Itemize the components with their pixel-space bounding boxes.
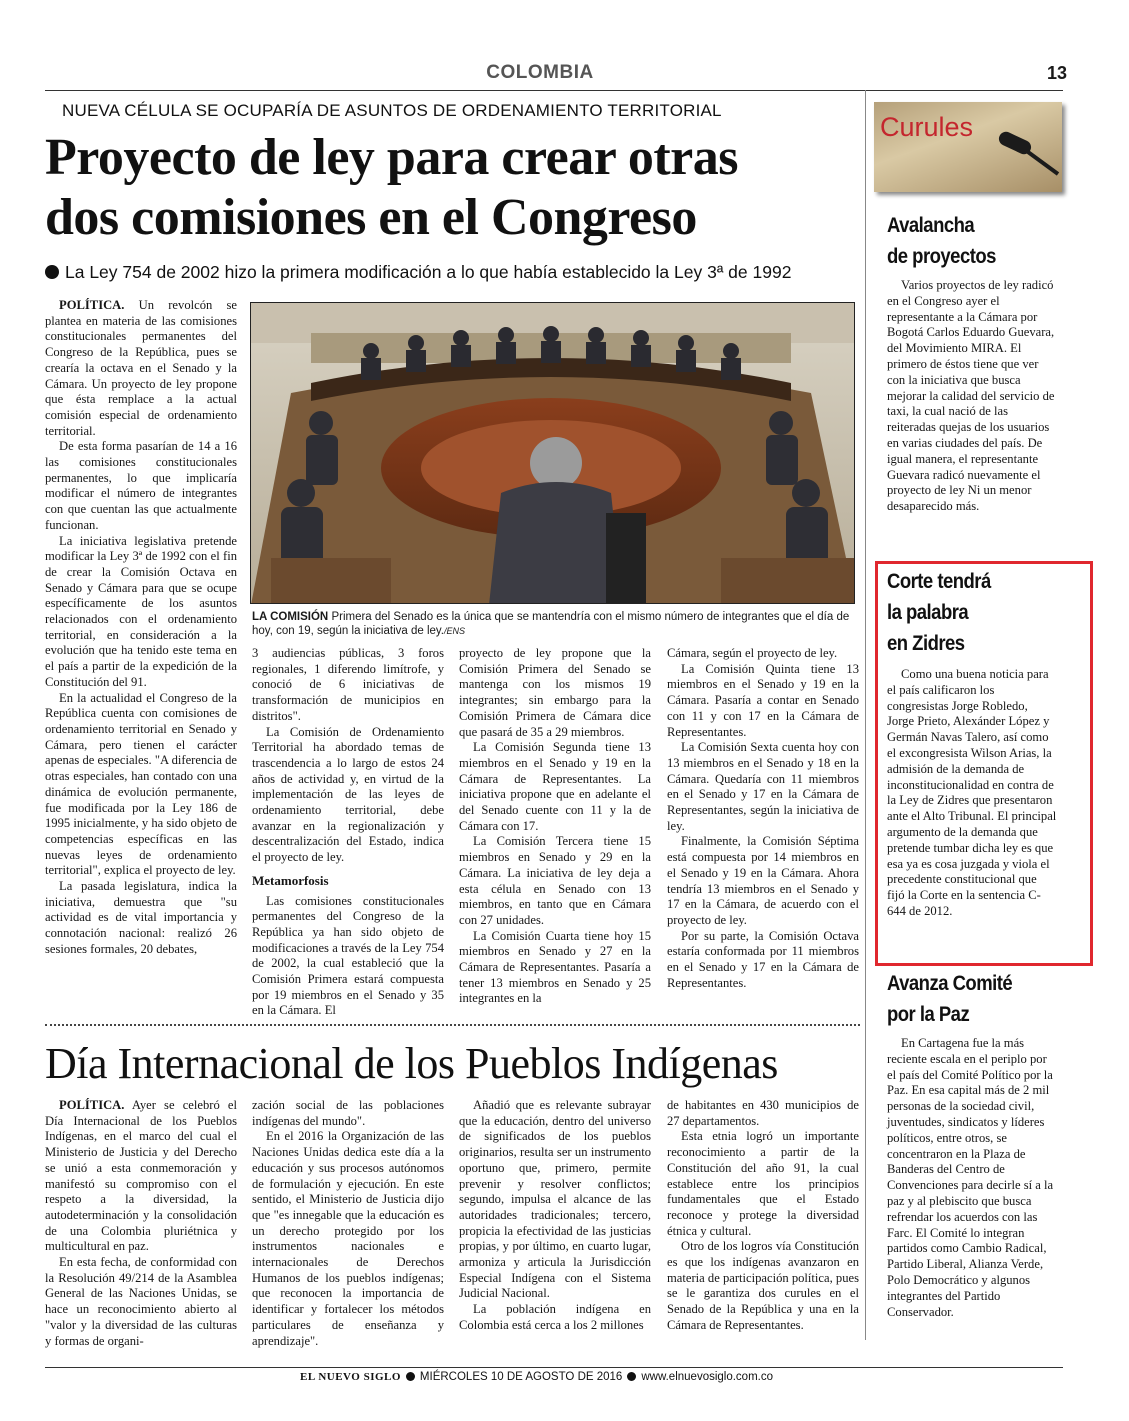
paragraph [45, 691, 237, 879]
footer-url: www.elnuevosiglo.com.co [641, 1371, 773, 1383]
paragraph-text: En el 2016 la Organización de las Naciones Unidas dedica este día a la educación y sus procesos autónomos de formulación y ejecución. En este sentido, el Ministerio de Justicia dijo que "es innegable que la educación es un derecho protegido por los instrumentos nacionales e internacionales de Derechos Humanos de los pueblos indígenas; que reconocen la importancia de identificar y fortalecer los métodos particulares de enseñanza y aprendizaje". [252, 1129, 444, 1348]
paragraph [45, 439, 237, 533]
paragraph [252, 646, 444, 725]
paragraph-text: zación social de las poblaciones indígenas del mundo". [252, 1098, 444, 1128]
bullet-icon [45, 265, 59, 279]
title-line: Corte tendrá [887, 569, 991, 593]
section-divider [45, 1024, 860, 1026]
paragraph [252, 894, 444, 1020]
paragraph-text: Añadió que es relevante subrayar que la educación, dentro del universo de significados de los pueblos originarios, resulta ser un instrumento oportuno que, primero, permite prevenir y resolver conflictos; segundo, impulsa el alcance de las autoridades tradicionales; tercero, propicia la efectividad de las justicias propias, y por último, en cuarto lugar, armoniza y articula la Jurisdicción Especial Indígena con el Sistema Judicial Nacional. [459, 1098, 651, 1301]
paragraph [252, 1129, 444, 1349]
article-subhead [45, 262, 865, 283]
paragraph-text: La iniciativa legislativa pretende modificar la Ley 3ª de 1992 con el fin de crear la Comisión Octava en Senado y Cámara para que se ocupe específicamente de los asuntos relacionados con el ordenamiento territorial, en consideración a la evolución que ha tenido este tema en el país a partir de la expedición de la Constitución del 91. [45, 533, 237, 689]
sidebar-item-avalancha [887, 210, 1059, 515]
paragraph-text: En esta fecha, de conformidad con la Resolución 49/214 de la Asamblea General de las Naciones Unidas, se hace un reconocimiento abierto al "valor y la diversidad de las culturas y formas de organi- [45, 1255, 237, 1348]
title-line: la palabra [887, 600, 969, 624]
article-column-2 [252, 646, 444, 1019]
photo-caption [252, 610, 852, 638]
paragraph-text: Ayer se celebró el Día Internacional de los Pueblos Indígenas, en el marco del cual el Ministerio de Justicia y del Derecho se unió a esta conmemoración y manifestó su compromiso con el respeto a la diversidad, la autodeterminación y la consolidación de una Colombia pluriétnica y multicultural en paz. [45, 1098, 237, 1254]
curules-title: Curules [880, 112, 974, 142]
article-kicker: NUEVA CÉLULA SE OCUPARÍA DE ASUNTOS DE ORDENAMIENTO TERRITORIAL [62, 101, 722, 120]
paragraph-text: En la actualidad el Congreso de la República cuenta con comisiones de ordenamiento territorial en Senado y Cámara, pero tienen el carácter apenas de especiales. "A diferencia de otras especiales, han contado con una dinámica de evolución permanente, fue modificada por la Ley 186 de 1995 inicialmente, y ha sido objeto de competencias específicas en las nuevas leyes de ordenamiento territorial", explica el proyecto de ley. [45, 690, 238, 878]
paragraph-text: Un revolcón se plantea en materia de las comisiones constitucionales permanentes del Congreso de la República, pues se crearía la octava en el Senado y la Cámara. Un proyecto de ley propone que ésta remplace a la actual comisión especial de ordenamiento territorial. [45, 298, 237, 438]
paragraph [667, 740, 859, 834]
paragraph [459, 1302, 651, 1333]
sidebar-item-comite [887, 968, 1059, 1320]
header-rule [45, 90, 1063, 91]
paragraph-text: La pasada legislatura, indica la iniciativa, demuestra que "su actividad es de vital importancia y connotación nacional: realizó 26 sesiones formales, 20 debates, [45, 879, 237, 956]
paragraph-text: Finalmente, la Comisión Séptima está compuesta por 14 miembros en el Senado y 19 en la Cámara. Ahora tendría 13 miembros en el Senado y 17 en la Cámara, de acuerdo con el proyecto de ley. [667, 834, 859, 927]
paragraph-text: La Comisión Sexta cuenta hoy con 13 miembros en el Senado y 18 en la Cámara. Quedaría con 11 miembros en el Senado y 17 en la Cámara de Representantes, según la iniciativa de ley. [667, 740, 859, 833]
paragraph-text: Cámara, según el proyecto de ley. [667, 646, 838, 660]
paragraph-text: La Comisión Segunda tiene 13 miembros en el Senado y 19 en la Cámara de Representantes. La iniciativa propone que en adelante el del Senado cuente con 11 y la de Cámara con 17. [459, 740, 651, 833]
sidebar-rule [865, 90, 866, 1340]
bullet-icon [627, 1372, 636, 1381]
paragraph-text: La Comisión de Ordenamiento Territorial ha abordado temas de trascendencia a lo largo de estos 24 años de actividad y, en virtud de la implementación de las leyes de ordenamiento territorial, debe avanzar en la regionalización y descentralización del Estado, indica el proyecto de ley. [252, 724, 444, 865]
paragraph [459, 740, 651, 834]
paragraph [459, 929, 651, 1008]
sidebar-item-text: Como una buena noticia para el país calificaron los congresistas Jorge Robledo, Jorge Prieto, Alexánder López y Germán Navas Talero, así como el excongresista Wilson Arias, la admisión de la demanda de inconstitucionalidad en contra de la Ley de Zidres que presentaron ante el Alto Tribunal. El principal argumento de la demanda que pretende tumbar dicha ley es que esa ya es cosa juzgada y viola el precedente constitucional que fijó la Corte en la sentencia C-644 de 2012. [887, 667, 1057, 918]
paragraph [45, 298, 237, 439]
caption-credit: /ENS [444, 626, 466, 636]
paragraph [45, 1255, 237, 1349]
footer-date: MIÉRCOLES 10 DE AGOSTO DE 2016 [419, 1371, 623, 1383]
sidebar-item-title [887, 566, 1033, 659]
curules-banner [874, 102, 1062, 192]
article-column-3 [459, 646, 651, 1007]
dateline: POLÍTICA. [59, 298, 125, 312]
paragraph [667, 1129, 859, 1239]
sidebar-item-title [887, 210, 1035, 272]
paragraph [45, 534, 237, 691]
sidebar-item-title [887, 968, 1035, 1030]
paragraph [45, 1098, 237, 1255]
sidebar-item-text: En Cartagena fue la más reciente escala en el periplo por el país del Comité Político por la Paz. En esa capital más de 2 mil personas de la sociedad civil, juventudes, sindicatos y líderes políticos, entre otros, se concentraron en la Plaza de Banderas del Centro de Convenciones para decirle sí a la paz y al plebiscito que busca refrendar los acuerdos con las Farc. El Comité lo integran partidos como Cambio Radical, Partido Liberal, Alianza Verde, Polo Democrático y algunos integrantes del Partido Conservador. [887, 1036, 1054, 1319]
page-footer [300, 1371, 820, 1383]
paragraph-text: La Comisión Cuarta tiene hoy 15 miembros en Senado y 27 en la Cámara de Representantes. Pasaría a tener 13 miembros en Senado y 25 integrantes en la [459, 928, 651, 1006]
subhead-text: La Ley 754 de 2002 hizo la primera modificación a lo que había establecido la Ley 3ª de 1992 [65, 262, 792, 282]
paragraph [667, 646, 859, 662]
page-number: 13 [1046, 63, 1067, 83]
paragraph [459, 1098, 651, 1302]
paragraph-text: Las comisiones constitucionales permanentes del Congreso de la República ya han sido objeto de modificaciones a través de la Ley 754 de 2002, la cual estableció que la Comisión Primera estará compuesta por 19 miembros en el Senado y 35 en la Cámara. El [252, 893, 444, 1018]
paragraph-text: Otro de los logros vía Constitución es que los indígenas avanzaron en materia de participación política, pues se le garantiza dos curules en el Senado de la República y una en la Cámara de Representantes. [667, 1239, 859, 1332]
paragraph-text: De esta forma pasarían de 14 a 16 las comisiones constitucionales permanentes, lo que implicaría modificar el número de integrantes con que cuentan las que actualmente funcionan. [45, 439, 237, 532]
paragraph [252, 1098, 444, 1129]
subsection-heading: Metamorfosis [252, 872, 329, 888]
article-column-4 [667, 646, 859, 991]
microphone-icon [992, 122, 1062, 182]
paragraph [252, 725, 444, 866]
commission-photo-illustration [251, 303, 855, 604]
article-photo [250, 302, 855, 604]
paragraph-text: La Comisión Quinta tiene 13 miembros en el Senado y 19 en la Cámara. Pasaría a contar en Senado con 11 y con 17 en la Cámara de Representantes. [667, 661, 859, 739]
title-line: en Zidres [887, 631, 965, 655]
caption-label: LA COMISIÓN [252, 611, 329, 623]
sidebar-item-corte [887, 566, 1057, 920]
paragraph-text: Esta etnia logró un importante reconocimiento a partir de la Constitución del año 91, la cual establece entre los principios fundamentales que el Estado reconoce y protege la diversidad étnica y cultural. [667, 1129, 859, 1238]
paragraph [45, 879, 237, 958]
headline-line-1: Proyecto de ley para crear otras [45, 129, 738, 186]
article-headline [45, 128, 865, 248]
paragraph [667, 929, 859, 992]
paragraph [667, 662, 859, 741]
bullet-icon [406, 1372, 415, 1381]
paragraph-text: 3 audiencias públicas, 3 foros regionales, 1 diferendo limítrofe, y conoció de 6 iniciativas de transformación de municipios en distritos". [252, 646, 444, 723]
article2-column-1 [45, 1098, 237, 1349]
title-line: por la Paz [887, 1002, 970, 1026]
paragraph [667, 834, 859, 928]
paragraph-text: La Comisión Tercera tiene 15 miembros en Senado y 29 en la Cámara. La iniciativa de ley deja a esta célula en Senado con 13 miembros, en tanto que en Cámara con 27 unidades. [459, 834, 651, 927]
article2-column-2 [252, 1098, 444, 1349]
caption-text: Primera del Senado es la única que se mantendría con el mismo número de integrantes que el día de hoy, con 19, según la iniciativa de ley. [252, 611, 850, 637]
paragraph-text: proyecto de ley propone que la Comisión Primera del Senado se mantenga con los mismos 19 integrantes; sin embargo para la Comisión Primera de Cámara dice que pasará de 35 a 29 miembros. [459, 646, 651, 739]
paragraph [667, 1239, 859, 1333]
title-line: de proyectos [887, 244, 996, 268]
paragraph-text: de habitantes en 430 municipios de 27 departamentos. [667, 1098, 859, 1128]
section-name: COLOMBIA [486, 62, 594, 83]
article-column-1 [45, 298, 237, 958]
paragraph [459, 646, 651, 740]
paragraph-text: La población indígena en Colombia está cerca a los 2 millones [459, 1302, 651, 1332]
article2-column-3 [459, 1098, 651, 1334]
article2-column-4 [667, 1098, 859, 1334]
paragraph [459, 834, 651, 928]
title-line: Avanza Comité [887, 971, 1013, 995]
footer-rule [45, 1367, 1063, 1368]
paragraph-text: Por su parte, la Comisión Octava estaría conformada por 11 miembros en el Senado y 17 en la Cámara de Representantes. [667, 928, 859, 990]
article2-headline: Día Internacional de los Pueblos Indígenas [45, 1039, 778, 1088]
title-line: Avalancha [887, 213, 975, 237]
paragraph [667, 1098, 859, 1129]
sidebar-item-text: Varios proyectos de ley radicó en el Congreso ayer el representante a la Cámara por Bogotá Carlos Eduardo Guevara, del Movimiento MIRA. El primero de éstos tiene que ver con la iniciativa que busca mejorar la calidad del servicio de taxi, la cual nació de las reiteradas quejas de los usuarios en varias ciudades del país. De igual manera, el representante Guevara radicó nuevamente el proyecto de ley Ni un menor desaparecido más. [887, 278, 1055, 514]
footer-brand: EL NUEVO SIGLO [300, 1371, 401, 1383]
headline-line-2: dos comisiones en el Congreso [45, 189, 697, 246]
dateline: POLÍTICA. [59, 1098, 125, 1112]
